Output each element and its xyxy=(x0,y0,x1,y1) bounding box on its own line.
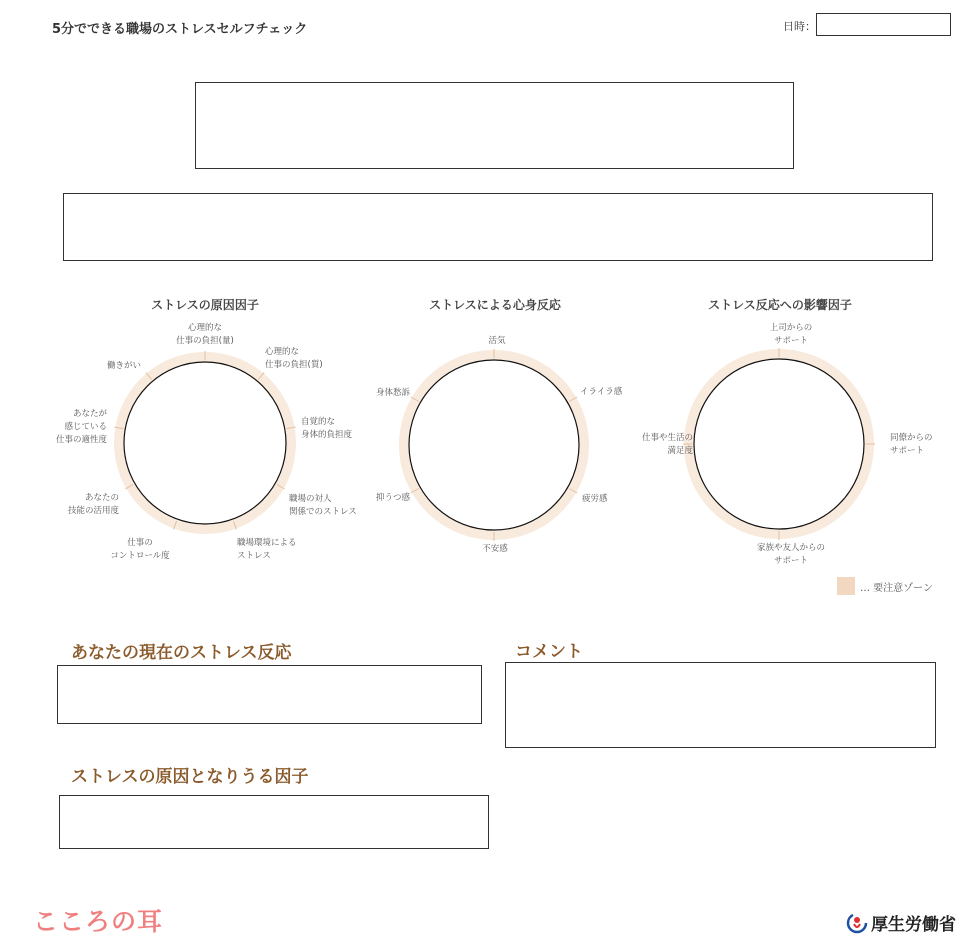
axis-label: 上司からの サポート xyxy=(769,323,813,346)
axis-label: 働きがい xyxy=(106,361,141,371)
ministry-logo xyxy=(846,910,956,935)
comment-heading: コメント xyxy=(515,642,583,662)
caution-zone-swatch xyxy=(837,577,855,595)
result-detail-box xyxy=(63,193,933,261)
date-field[interactable] xyxy=(816,13,951,36)
axis-label: 抑うつ感 xyxy=(375,493,410,503)
axis-label: 仕事の コントロール度 xyxy=(110,538,170,561)
chart-title: ストレス反応への影響因子 xyxy=(708,298,852,312)
axis-label: 不安感 xyxy=(482,544,508,554)
axis-label: イライラ感 xyxy=(580,387,623,397)
plot-area-circle xyxy=(124,362,286,524)
chart-title: ストレスによる心身反応 xyxy=(429,298,561,312)
ministry-emblem-icon xyxy=(846,912,868,934)
brand-logo-text: こころの耳 xyxy=(33,907,164,936)
axis-label: 身体愁訴 xyxy=(375,388,410,398)
plot-area-circle xyxy=(694,359,864,529)
radar-chart-influence-factors xyxy=(630,290,933,580)
legend xyxy=(837,577,933,595)
axis-label: 同僚からの サポート xyxy=(890,433,933,456)
axis-label: あなたの 技能の活用度 xyxy=(67,493,119,516)
axis-label: 職場環境による ストレス xyxy=(237,538,297,561)
axis-label: 職場の対人 関係でのストレス xyxy=(289,494,357,517)
axis-label: 疲労感 xyxy=(582,494,608,504)
radar-chart-stress-causes xyxy=(55,290,355,580)
factors-box xyxy=(59,795,489,849)
comment-box xyxy=(505,662,936,748)
date-label: 日時： xyxy=(783,20,816,33)
axis-label: 心理的な 仕事の負担(量) xyxy=(176,323,234,346)
chart-title: ストレスの原因因子 xyxy=(151,298,259,312)
plot-area-circle xyxy=(409,360,579,530)
legend-label: … 要注意ゾーン xyxy=(860,582,933,594)
result-summary-box xyxy=(195,82,794,169)
axis-label: あなたが 感じている 仕事の適性度 xyxy=(55,409,107,445)
reaction-box xyxy=(57,665,482,724)
reaction-heading: あなたの現在のストレス反応 xyxy=(71,643,292,663)
axis-label: 家族や友人からの サポート xyxy=(756,543,825,566)
axis-label: 自覚的な 身体的負担度 xyxy=(301,417,353,440)
radar-chart-stress-reactions xyxy=(345,290,645,580)
ministry-name: 厚生労働省 xyxy=(871,915,956,935)
page-title: 5分でできる職場のストレスセルフチェック xyxy=(52,22,308,37)
axis-label: 心理的な 仕事の負担(質) xyxy=(265,347,323,370)
axis-label: 活気 xyxy=(488,336,506,346)
factors-heading: ストレスの原因となりうる因子 xyxy=(71,767,309,787)
axis-label: 仕事や生活の 満足度 xyxy=(641,433,693,456)
radar-chart-canvas xyxy=(345,290,645,580)
